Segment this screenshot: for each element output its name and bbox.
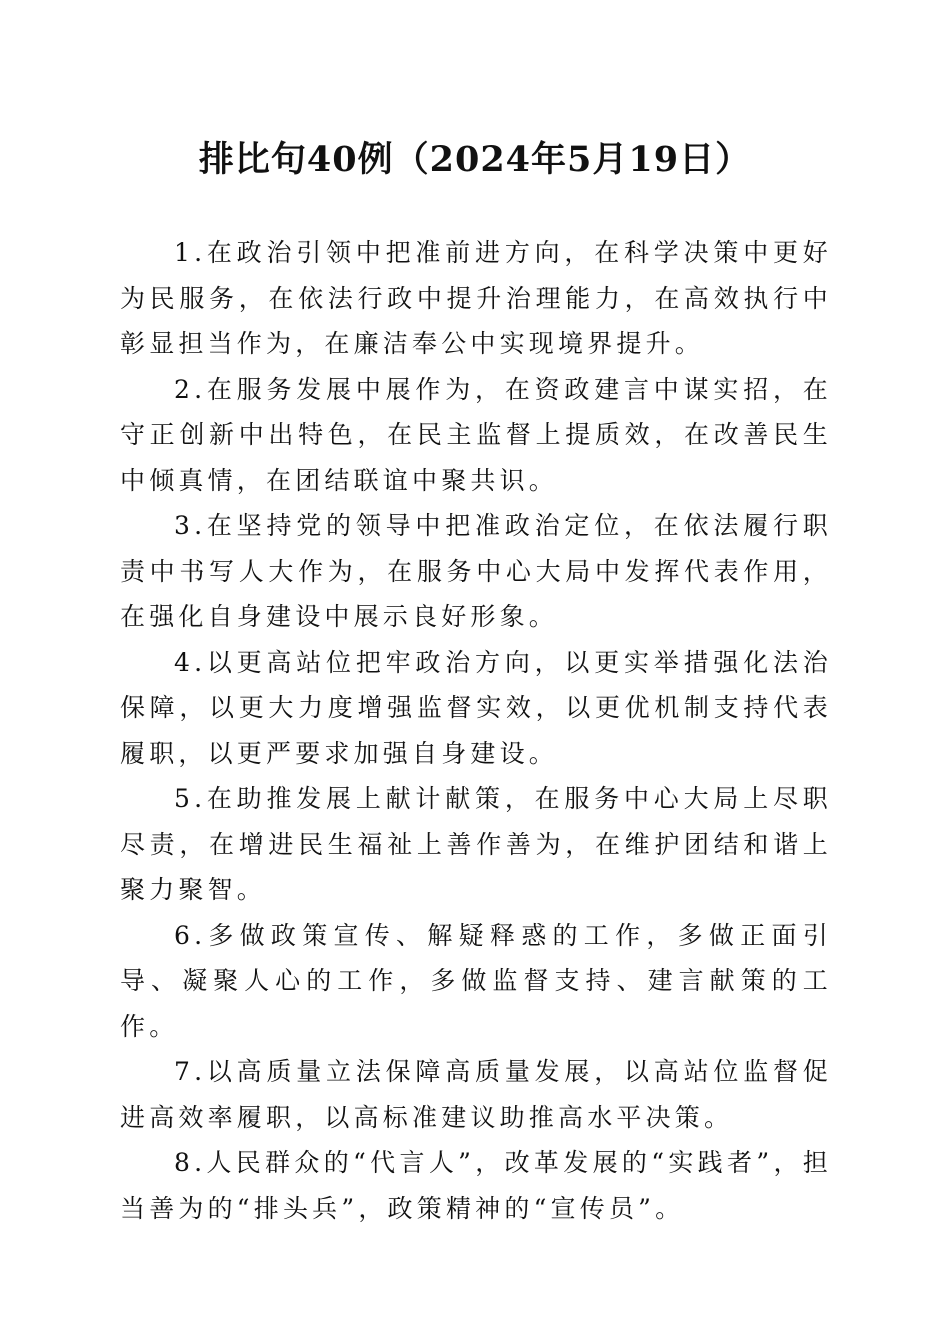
document-title: 排比句40例（2024年5月19日） [198, 139, 752, 180]
paragraph-5: 5.在助推发展上献计献策，在服务中心大局上尽职尽责，在增进民生福祉上善作善为，在维护团结和谐上聚力聚智。 [120, 784, 832, 904]
paragraph-7: 7.以高质量立法保障高质量发展，以高站位监督促进高效率履职，以高标准建议助推高水平决策。 [120, 1057, 832, 1132]
paragraph-8: 8.人民群众的“代言人”，改革发展的“实践者”，担当善为的“排头兵”，政策精神的“宣传员”。 [120, 1148, 832, 1223]
paragraph-6: 6.多做政策宣传、解疑释惑的工作，多做正面引导、凝聚人心的工作，多做监督支持、建言献策的工作。 [120, 920, 832, 1041]
document-body [120, 230, 832, 1231]
paragraph-4: 4.以更高站位把牢政治方向，以更实举措强化法治保障，以更大力度增强监督实效，以更优机制支持代表履职，以更严要求加强自身建设。 [120, 647, 832, 768]
paragraph-1: 1.在政治引领中把准前进方向，在科学决策中更好为民服务，在依法行政中提升治理能力，在高效执行中彰显担当作为，在廉洁奉公中实现境界提升。 [120, 238, 832, 358]
paragraph-3: 3.在坚持党的领导中把准政治定位，在依法履行职责中书写人大作为，在服务中心大局中发挥代表作用，在强化自身建设中展示良好形象。 [120, 511, 832, 631]
paragraph-2: 2.在服务发展中展作为，在资政建言中谋实招，在守正创新中出特色，在民主监督上提质效，在改善民生中倾真情，在团结联谊中聚共识。 [120, 374, 832, 495]
